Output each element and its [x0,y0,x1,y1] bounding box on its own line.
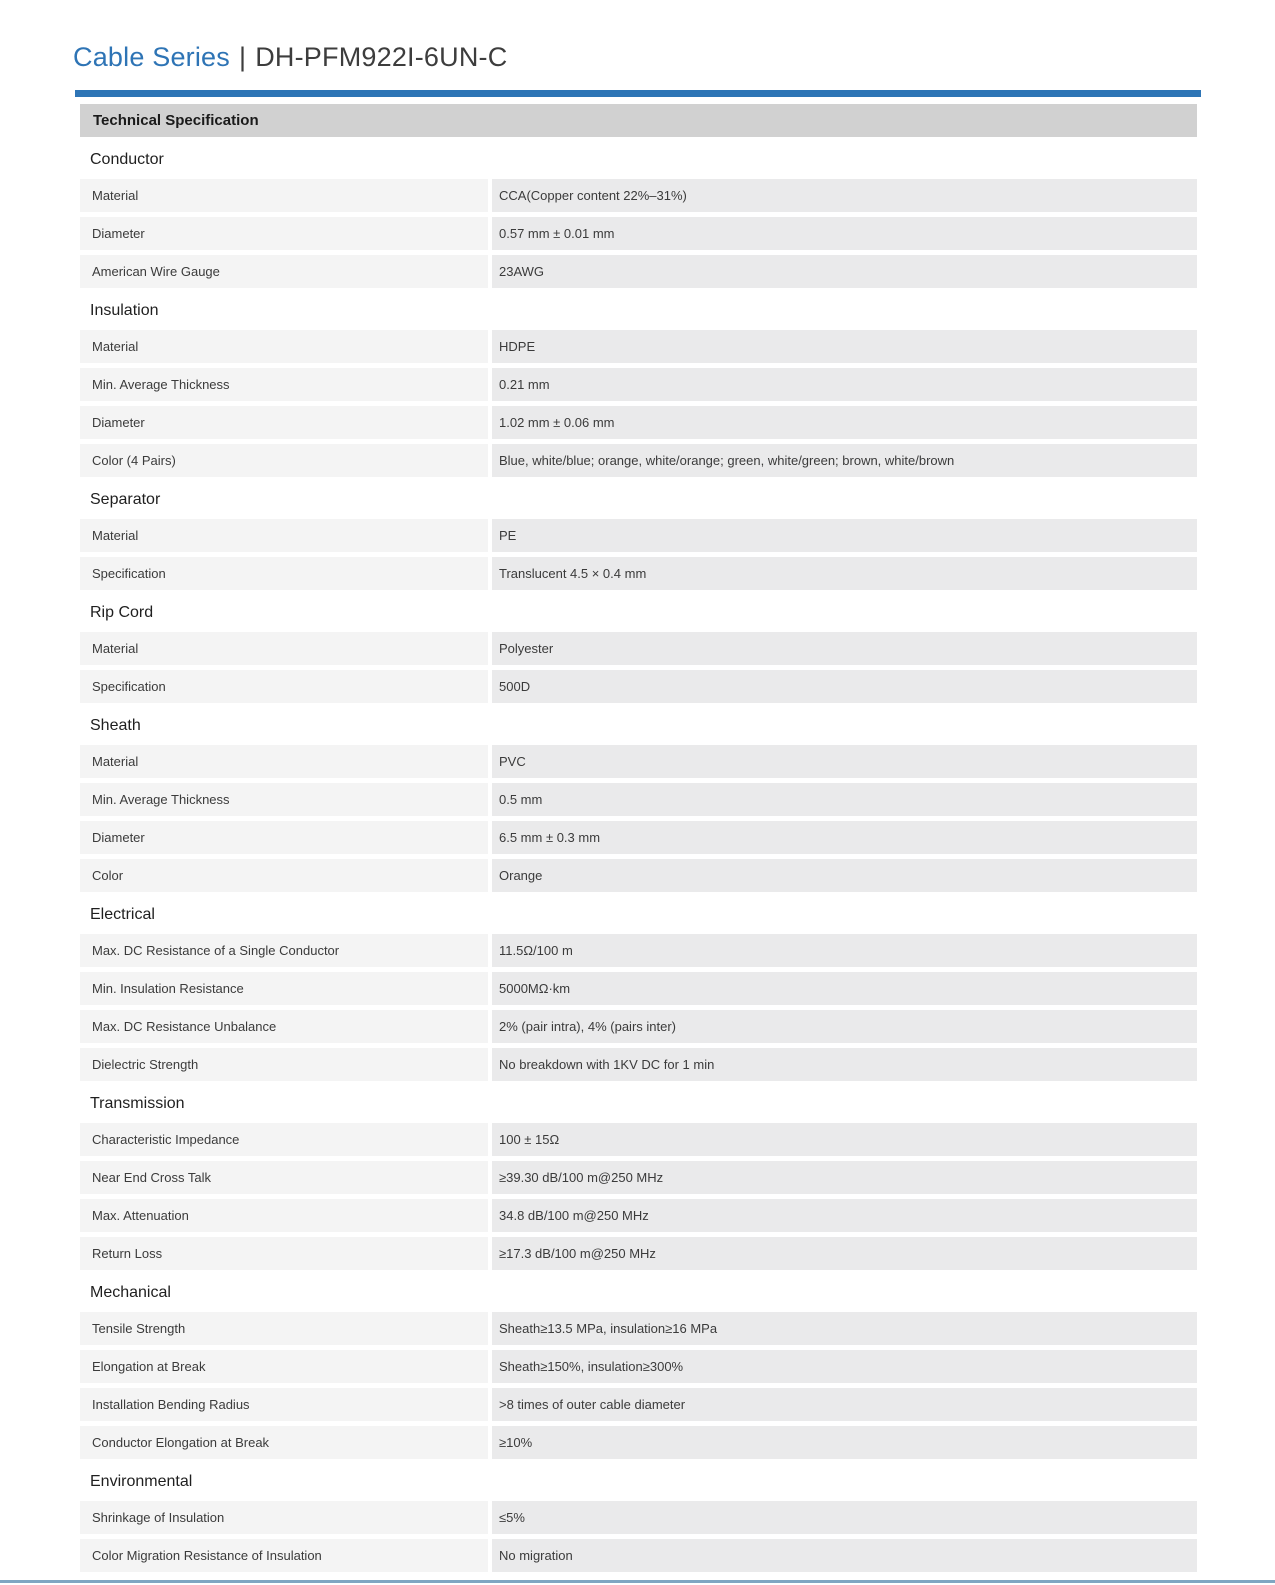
series-title: Cable Series [73,42,230,72]
spec-value: 5000MΩ·km [492,972,1197,1005]
spec-label: Min. Average Thickness [80,368,488,401]
spec-label: Material [80,632,488,665]
spec-section [80,490,1197,590]
page-title [73,42,1201,72]
spec-value: No migration [492,1539,1197,1572]
spec-value: 500D [492,670,1197,703]
spec-label: Min. Average Thickness [80,783,488,816]
spec-row [80,1539,1197,1572]
spec-section [80,716,1197,892]
spec-value: ≥39.30 dB/100 m@250 MHz [492,1161,1197,1194]
spec-value: 0.5 mm [492,783,1197,816]
section-title: Mechanical [90,1284,171,1301]
footer-bar [0,1580,1275,1583]
spec-label: Material [80,330,488,363]
spec-value: HDPE [492,330,1197,363]
spec-value: 23AWG [492,255,1197,288]
spec-row [80,330,1197,363]
header-rule [75,90,1201,97]
spec-label: Shrinkage of Insulation [80,1501,488,1534]
model-number: DH-PFM922I-6UN-C [255,42,508,72]
spec-row [80,1426,1197,1459]
spec-label: Material [80,519,488,552]
spec-value: ≤5% [492,1501,1197,1534]
spec-value: Sheath≥13.5 MPa, insulation≥16 MPa [492,1312,1197,1345]
spec-row [80,1199,1197,1232]
spec-section [80,150,1197,288]
section-title: Rip Cord [90,604,154,621]
spec-row [80,1388,1197,1421]
spec-row [80,934,1197,967]
spec-row [80,972,1197,1005]
spec-label: Diameter [80,406,488,439]
spec-value: PE [492,519,1197,552]
spec-label: Diameter [80,821,488,854]
spec-label: Color [80,859,488,892]
spec-row [80,444,1197,477]
spec-value: >8 times of outer cable diameter [492,1388,1197,1421]
section-title: Sheath [90,717,141,734]
spec-label: Tensile Strength [80,1312,488,1345]
section-title: Electrical [90,906,155,923]
spec-value: PVC [492,745,1197,778]
spec-section [80,603,1197,703]
section-title: Environmental [90,1473,193,1490]
spec-row [80,406,1197,439]
spec-label: Characteristic Impedance [80,1123,488,1156]
spec-row [80,821,1197,854]
section-title: Conductor [90,151,164,168]
spec-label: Dielectric Strength [80,1048,488,1081]
spec-value: 11.5Ω/100 m [492,934,1197,967]
title-separator: | [238,42,247,72]
spec-label: Material [80,179,488,212]
spec-label: American Wire Gauge [80,255,488,288]
spec-value: Orange [492,859,1197,892]
spec-label: Conductor Elongation at Break [80,1426,488,1459]
spec-value: 6.5 mm ± 0.3 mm [492,821,1197,854]
spec-label: Installation Bending Radius [80,1388,488,1421]
spec-label: Return Loss [80,1237,488,1270]
spec-row [80,557,1197,590]
section-title: Transmission [90,1095,185,1112]
section-title: Insulation [90,302,159,319]
spec-row [80,368,1197,401]
spec-row [80,179,1197,212]
spec-value: ≥10% [492,1426,1197,1459]
spec-label: Max. DC Resistance of a Single Conductor [80,934,488,967]
spec-value: 100 ± 15Ω [492,1123,1197,1156]
spec-label: Max. DC Resistance Unbalance [80,1010,488,1043]
spec-value: CCA(Copper content 22%–31%) [492,179,1197,212]
spec-row [80,859,1197,892]
spec-label: Color Migration Resistance of Insulation [80,1539,488,1572]
spec-row [80,1312,1197,1345]
spec-label: Color (4 Pairs) [80,444,488,477]
spec-row [80,255,1197,288]
spec-label: Elongation at Break [80,1350,488,1383]
section-title: Separator [90,491,161,508]
spec-section [80,301,1197,477]
spec-label: Min. Insulation Resistance [80,972,488,1005]
spec-value: Translucent 4.5 × 0.4 mm [492,557,1197,590]
spec-table [80,104,1197,1572]
spec-label: Max. Attenuation [80,1199,488,1232]
spec-row [80,1048,1197,1081]
spec-label: Material [80,745,488,778]
spec-section [80,1283,1197,1459]
spec-value: Sheath≥150%, insulation≥300% [492,1350,1197,1383]
spec-row [80,632,1197,665]
spec-row [80,519,1197,552]
spec-label: Specification [80,670,488,703]
spec-section [80,1094,1197,1270]
spec-value: 34.8 dB/100 m@250 MHz [492,1199,1197,1232]
spec-row [80,783,1197,816]
spec-value: 1.02 mm ± 0.06 mm [492,406,1197,439]
spec-label: Specification [80,557,488,590]
spec-row [80,670,1197,703]
spec-value: No breakdown with 1KV DC for 1 min [492,1048,1197,1081]
spec-section [80,905,1197,1081]
spec-value: ≥17.3 dB/100 m@250 MHz [492,1237,1197,1270]
spec-label: Diameter [80,217,488,250]
spec-value: Polyester [492,632,1197,665]
spec-value: Blue, white/blue; orange, white/orange; green, white/green; brown, white/brown [492,444,1197,477]
spec-section [80,1472,1197,1572]
spec-row [80,1161,1197,1194]
spec-value: 0.57 mm ± 0.01 mm [492,217,1197,250]
spec-row [80,745,1197,778]
document-content [75,0,1201,1577]
spec-row [80,1237,1197,1270]
spec-row [80,1123,1197,1156]
spec-value: 0.21 mm [492,368,1197,401]
spec-label: Near End Cross Talk [80,1161,488,1194]
spec-row [80,1010,1197,1043]
spec-row [80,1501,1197,1534]
spec-sections [80,150,1197,1572]
spec-row [80,1350,1197,1383]
spec-value: 2% (pair intra), 4% (pairs inter) [492,1010,1197,1043]
table-title: Technical Specification [80,104,1197,137]
spec-row [80,217,1197,250]
